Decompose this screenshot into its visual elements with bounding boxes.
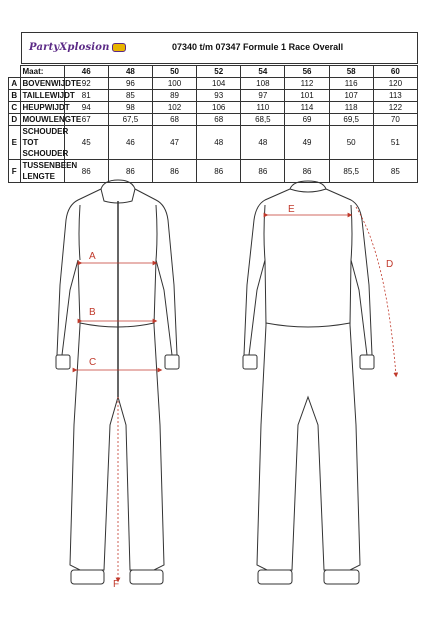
row-label: MOUWLENGTE — [20, 114, 64, 126]
mask-icon — [112, 43, 126, 52]
row-label: BOVENWIJDTE — [20, 78, 64, 90]
measure-row-e — [9, 126, 418, 160]
measure-label-f: F — [113, 579, 120, 590]
table-cell: 68 — [197, 114, 241, 126]
back-view — [243, 181, 374, 584]
table-cell: 46 — [108, 126, 152, 160]
table-cell: 86 — [285, 160, 329, 183]
table-cell: 104 — [197, 78, 241, 90]
table-cell: 67,5 — [108, 114, 152, 126]
measure-row-b — [9, 90, 418, 102]
table-cell: 120 — [373, 78, 417, 90]
table-cell: 94 — [64, 102, 108, 114]
table-cell: 86 — [108, 160, 152, 183]
brand-logo — [29, 39, 117, 57]
table-cell: 67 — [64, 114, 108, 126]
row-label: TUSSENBEEN LENGTE — [20, 160, 64, 183]
table-cell: 96 — [108, 78, 152, 90]
table-cell: 86 — [64, 160, 108, 183]
back-body-outline — [244, 189, 372, 570]
blank-cell — [9, 66, 21, 78]
overall-drawing — [0, 175, 429, 643]
table-cell: 118 — [329, 102, 373, 114]
row-label: SCHOUDER TOT SCHOUDER — [20, 126, 64, 160]
table-cell: 97 — [241, 90, 285, 102]
row-letter: B — [9, 90, 21, 102]
table-cell: 98 — [108, 102, 152, 114]
size-50: 50 — [152, 66, 196, 78]
back-collar — [290, 181, 326, 192]
table-cell: 45 — [64, 126, 108, 160]
back-measurements — [266, 207, 396, 375]
table-cell: 89 — [152, 90, 196, 102]
table-cell: 112 — [285, 78, 329, 90]
measure-label-a: A — [89, 251, 96, 262]
size-54: 54 — [241, 66, 285, 78]
table-cell: 100 — [152, 78, 196, 90]
table-cell: 101 — [285, 90, 329, 102]
document-title: 07340 t/m 07347 Formule 1 Race Overall — [172, 42, 344, 52]
row-label: HEUPWIJDT — [20, 102, 64, 114]
size-46: 46 — [64, 66, 108, 78]
measure-label-e: E — [288, 204, 295, 215]
measure-line-d — [356, 207, 396, 375]
front-ankle-left — [71, 570, 104, 584]
row-letter: F — [9, 160, 21, 183]
table-cell: 92 — [64, 78, 108, 90]
row-label: TAILLEWIJDT — [20, 90, 64, 102]
table-cell: 47 — [152, 126, 196, 160]
front-body-outline — [57, 189, 177, 570]
table-cell: 93 — [197, 90, 241, 102]
row-letter: A — [9, 78, 21, 90]
measure-label-d: D — [386, 259, 394, 270]
table-cell: 85 — [108, 90, 152, 102]
table-cell: 69,5 — [329, 114, 373, 126]
table-cell: 102 — [152, 102, 196, 114]
back-cuff-right — [360, 355, 374, 369]
size-58: 58 — [329, 66, 373, 78]
brand-logo-text: PartyXplosion — [29, 42, 110, 53]
row-letter: E — [9, 126, 21, 160]
table-cell: 81 — [64, 90, 108, 102]
back-sleeve-seam-left — [264, 205, 265, 260]
measure-label-c: C — [89, 357, 97, 368]
measure-row-c — [9, 102, 418, 114]
table-cell: 70 — [373, 114, 417, 126]
front-cuff-left — [56, 355, 70, 369]
size-header-label: Maat: — [20, 66, 64, 78]
front-sleeve-seam-left — [79, 205, 80, 260]
table-cell: 86 — [241, 160, 285, 183]
back-ankle-left — [258, 570, 292, 584]
size-48: 48 — [108, 66, 152, 78]
size-56: 56 — [285, 66, 329, 78]
table-cell: 106 — [197, 102, 241, 114]
size-60: 60 — [373, 66, 417, 78]
back-cuff-left — [243, 355, 257, 369]
table-cell: 48 — [197, 126, 241, 160]
table-cell: 86 — [197, 160, 241, 183]
front-measure-labels — [89, 251, 119, 590]
table-cell: 122 — [373, 102, 417, 114]
table-cell: 68,5 — [241, 114, 285, 126]
table-cell: 86 — [152, 160, 196, 183]
measure-label-b: B — [89, 307, 96, 318]
table-cell: 107 — [329, 90, 373, 102]
back-ankle-right — [324, 570, 359, 584]
measure-row-d — [9, 114, 418, 126]
table-cell: 110 — [241, 102, 285, 114]
table-cell: 113 — [373, 90, 417, 102]
table-cell: 114 — [285, 102, 329, 114]
front-view — [56, 180, 179, 584]
table-cell: 49 — [285, 126, 329, 160]
table-cell: 68 — [152, 114, 196, 126]
front-ankle-right — [130, 570, 163, 584]
front-collar — [101, 180, 135, 203]
table-cell: 51 — [373, 126, 417, 160]
table-cell: 85 — [373, 160, 417, 183]
back-sleeve-seam-right — [351, 205, 352, 260]
measure-row-a — [9, 78, 418, 90]
front-waist-seam — [80, 323, 154, 327]
back-waist-seam — [266, 323, 350, 327]
header-box — [21, 32, 418, 64]
size-table — [8, 65, 418, 183]
size-header-row — [9, 66, 418, 78]
row-letter: D — [9, 114, 21, 126]
row-letter: C — [9, 102, 21, 114]
table-cell: 50 — [329, 126, 373, 160]
table-cell: 69 — [285, 114, 329, 126]
table-cell: 85,5 — [329, 160, 373, 183]
table-cell: 48 — [241, 126, 285, 160]
front-sleeve-seam-right — [156, 205, 157, 260]
front-cuff-right — [165, 355, 179, 369]
table-cell: 116 — [329, 78, 373, 90]
table-cell: 108 — [241, 78, 285, 90]
size-52: 52 — [197, 66, 241, 78]
